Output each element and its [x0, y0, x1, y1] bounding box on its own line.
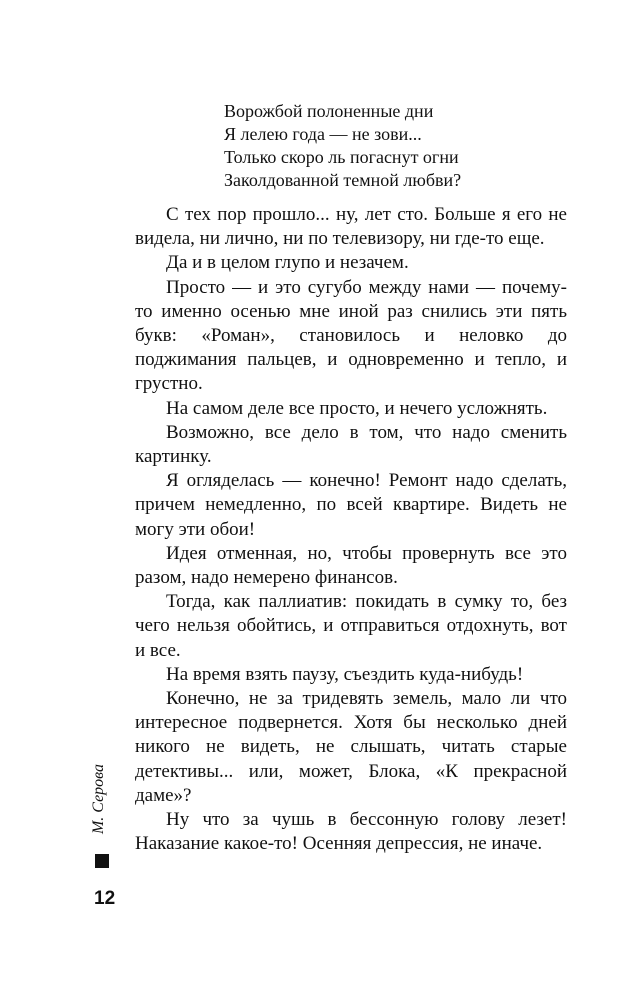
page-number: 12: [94, 888, 116, 909]
poem-line: Только скоро ль погаснут огни: [224, 147, 459, 167]
paragraph: Конечно, не за тридевять земель, мало ли что интересное подвернется. Хотя бы несколько дней никого не видеть, не слышать, читать старые детективы... или, может, Блока, «К прекрасной даме»?: [135, 688, 567, 806]
paragraph: Ну что за чушь в бессонную голову лезет! Наказание какое-то! Осенняя депрессия, не иначе.: [135, 809, 567, 855]
epigraph-poem: [224, 100, 544, 192]
poem-line: Я лелею года — не зови...: [224, 124, 422, 144]
paragraph: Я огляделась — конечно! Ремонт надо сделать, причем немедленно, по всей квартире. Видеть не могу эти обои!: [135, 470, 567, 540]
paragraph: На время взять паузу, съездить куда-нибудь!: [166, 663, 524, 685]
body-text: [135, 203, 567, 856]
square-marker-icon: [95, 854, 109, 868]
poem-line: Заколдованной темной любви?: [224, 170, 462, 190]
paragraph: С тех пор прошло... ну, лет сто. Больше я его не видела, ни лично, ни по телевизору, ни где-то еще.: [135, 204, 567, 250]
paragraph: Возможно, все дело в том, что надо сменить картинку.: [135, 421, 567, 468]
paragraph: Просто — и это сугубо между нами — почему-то именно осенью мне иной раз снились эти пять букв: «Роман», становилось и неловко до поджимания пальцев, и одновременно и тепло, и грустно.: [135, 276, 567, 395]
poem-line: Ворожбой полоненные дни: [224, 101, 434, 121]
paragraph: Тогда, как паллиатив: покидать в сумку то, без чего нельзя обойтись, и отправиться отдохнуть, вот и все.: [135, 591, 567, 661]
paragraph: На самом деле все просто, и нечего усложнять.: [166, 397, 548, 419]
paragraph: Да и в целом глупо и незачем.: [166, 252, 409, 274]
paragraph: Идея отменная, но, чтобы провернуть все это разом, надо немерено финансов.: [135, 542, 567, 589]
author-running-head: М. Серова: [90, 763, 107, 835]
